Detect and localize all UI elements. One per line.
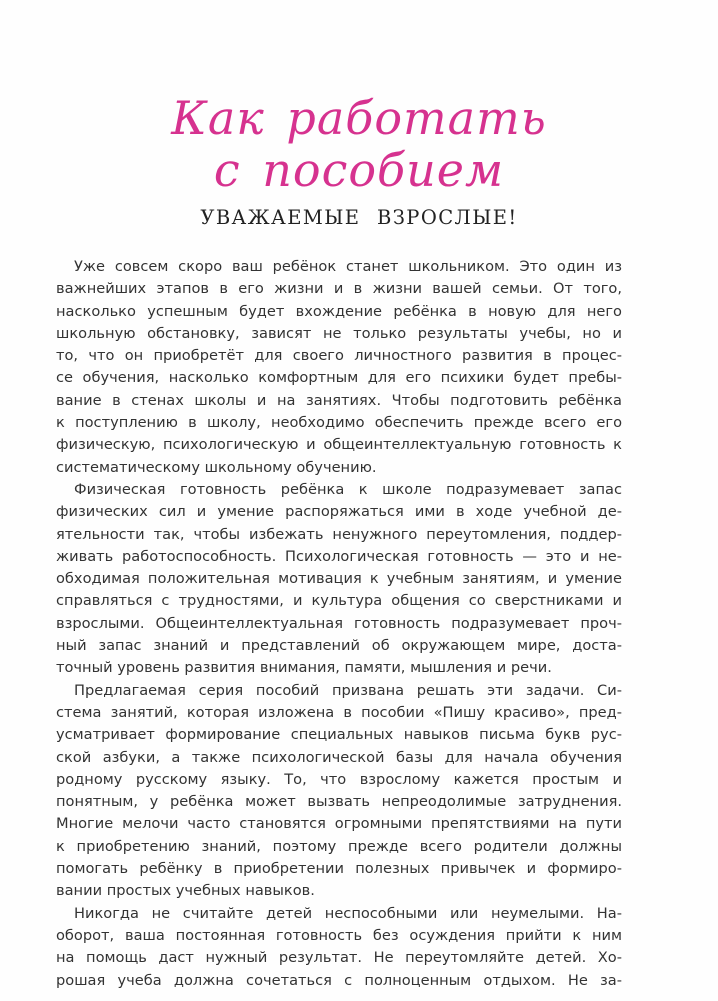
text-line: ской азбуки, а также психологической базы для начала обучения [56,748,622,766]
text-line: на помощь даст нужный результат. Не переутомляйте детей. Хо- [56,949,622,967]
text-line: справляться с трудностями, и культура общения со сверстниками и [56,592,622,610]
text-line: Никогда не считайте детей неспособными или неумелыми. На- [74,904,622,922]
page-title [0,92,718,196]
text-line: рошая учеба должна сочетаться с полноценным отдыхом. Не за- [56,971,622,989]
text-line: физических сил и умение распоряжаться ими в ходе учебной де- [56,503,622,521]
text-line: се обучения, насколько комфортным для его психики будет пребы- [56,369,622,387]
text-line: взрослыми. Общеинтеллектуальная готовность подразумевает проч- [56,614,622,632]
page-title-line-2: с пособием [213,143,505,197]
text-line: систематическому школьному обучению. [56,458,377,476]
page-title-line-1: Как работать [171,91,547,145]
text-line: стема занятий, которая изложена в пособии «Пишу красиво», пред- [56,703,622,721]
text-line: к поступлению в школу, необходимо обеспечить прежде всего его [56,414,622,432]
text-line: то, что он приобретёт для своего личностного развития в процес- [56,347,622,365]
text-line: родному русскому языку. То, что взрослому кажется простым и [56,770,622,788]
text-line: Уже совсем скоро ваш ребёнок станет школьником. Это один из [74,258,622,275]
text-line: усматривает формирование специальных навыков письма букв рус- [56,726,622,744]
text-line: живать работоспособность. Психологическая готовность — это и не- [56,547,622,565]
text-line: помогать ребёнку в приобретении полезных привычек и формиро- [56,860,622,878]
text-line: ятельности так, чтобы избежать ненужного переутомления, поддер- [56,525,622,543]
text-line: точный уровень развития внимания, памяти, мышления и речи. [56,659,552,677]
text-line: вании простых учебных навыков. [56,882,315,900]
text-line: вание в стенах школы и на занятиях. Чтобы подготовить ребёнка [56,391,622,409]
text-line: оборот, ваша постоянная готовность без осуждения прийти к ним [56,926,622,944]
text-line: Многие мелочи часто становятся огромными препятствиями на пути [56,815,622,833]
text-line: школьную обстановку, зависят не только результаты учебы, но и [56,324,622,342]
text-line: важнейших этапов в его жизни и в жизни вашей семьи. От того, [56,280,622,298]
text-line: физическую, психологическую и общеинтеллектуальную готовность к [56,436,622,454]
text-line: обходимая положительная мотивация к учебным занятиям, и умение [56,570,622,588]
text-line: насколько успешным будет вхождение ребёнка в новую для него [56,302,622,320]
body-text [56,256,622,992]
text-line: ный запас знаний и представлений об окружающем мире, доста- [56,637,622,655]
section-heading: УВАЖАЕМЫЕ ВЗРОСЛЫЕ! [200,206,518,229]
text-line: к приобретению знаний, поэтому прежде всего родители должны [56,837,622,855]
text-line: Физическая готовность ребёнка к школе подразумевает запас [74,480,622,498]
text-line: понятным, у ребёнка может вызвать непреодолимые затруднения. [56,793,622,811]
text-line: Предлагаемая серия пособий призвана решать эти задачи. Си- [74,681,622,699]
